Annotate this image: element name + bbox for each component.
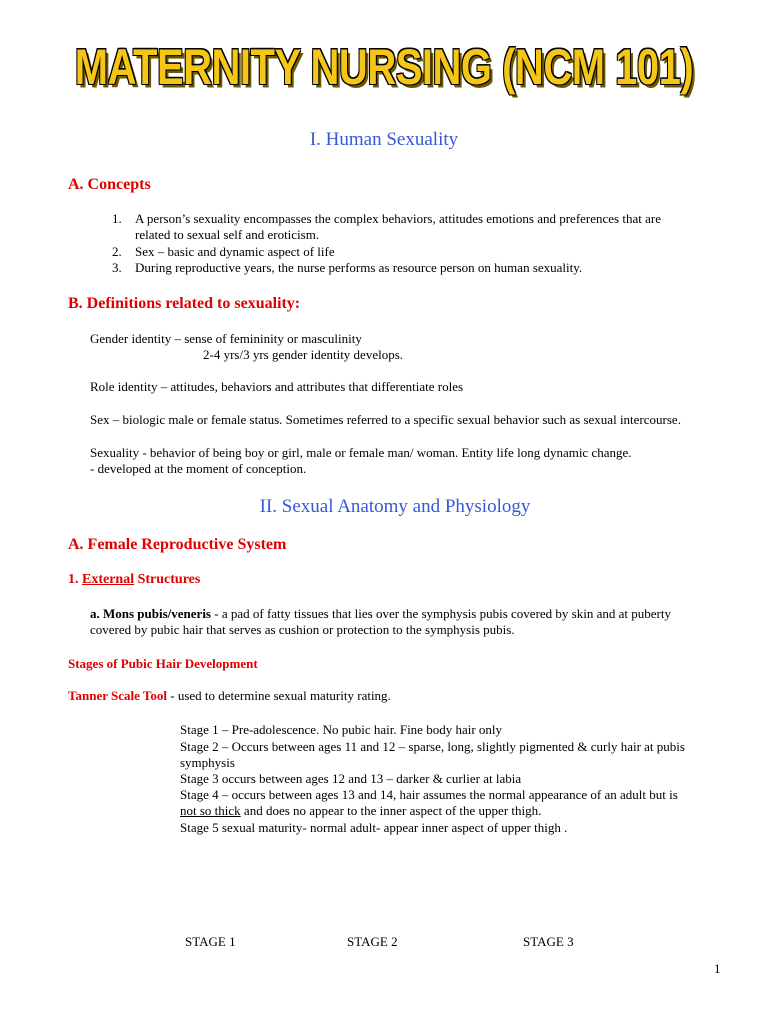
- section-heading-anatomy: II. Sexual Anatomy and Physiology: [259, 496, 531, 517]
- gender-identity-definition: Gender identity – sense of femininity or masculinity: [90, 331, 362, 346]
- stage-5-description: Stage 5 sexual maturity- normal adult- appear inner aspect of upper thigh .: [180, 820, 568, 835]
- subheading-number: 1.: [68, 572, 79, 587]
- stage-3-description: Stage 3 occurs between ages 12 and 13 – darker & curlier at labia: [180, 771, 522, 786]
- subheading-external: External: [82, 572, 135, 587]
- not-so-thick-text: not so thick: [180, 803, 241, 818]
- stage-label-2: STAGE 2: [347, 934, 398, 949]
- concept-item-1-line2: related to sexual self and eroticism.: [135, 227, 320, 242]
- role-identity-definition: Role identity – attitudes, behaviors and attributes that differentiate roles: [90, 379, 464, 394]
- heading-definitions: B. Definitions related to sexuality:: [68, 295, 301, 312]
- sex-definition: Sex – biologic male or female status. Sometimes referred to a specific sexual behavior such as sexual intercourse.: [90, 412, 681, 427]
- list-number: 1.: [112, 211, 122, 226]
- mons-pubis-term: a. Mons pubis/veneris: [90, 606, 211, 621]
- sexuality-note: - developed at the moment of conception.: [90, 461, 307, 476]
- list-number: 2.: [112, 244, 122, 259]
- mons-pubis-text: - a pad of fatty tissues that lies over the symphysis pubis covered by skin and at puberty: [211, 606, 671, 621]
- heading-external-structures: [68, 572, 200, 588]
- stage-2-description-cont: symphysis: [180, 755, 235, 770]
- subheading-structures: Structures: [137, 572, 201, 587]
- mons-pubis-line2: covered by pubic hair that serves as cushion or protection to the symphysis pubis.: [90, 622, 515, 637]
- document-title: MATERNITY NURSING (NCM 101): [74, 40, 694, 95]
- heading-female-reproductive-system: A. Female Reproductive System: [68, 536, 287, 553]
- gender-identity-note: 2-4 yrs/3 yrs gender identity develops.: [203, 347, 404, 362]
- heading-concepts: A. Concepts: [68, 176, 151, 193]
- stage-4-description: Stage 4 – occurs between ages 13 and 14, hair assumes the normal appearance of an adult but is: [180, 787, 678, 802]
- stage-2-description: Stage 2 – Occurs between ages 11 and 12 – sparse, long, slightly pigmented & curly hair at pubis: [180, 739, 685, 754]
- concept-item-2: Sex – basic and dynamic aspect of life: [135, 244, 335, 259]
- sexuality-definition: Sexuality - behavior of being boy or girl, male or female man/ woman. Entity life long dynamic change.: [90, 445, 632, 460]
- page-number: 1: [714, 961, 721, 976]
- stage-1-description: Stage 1 – Pre-adolescence. No pubic hair. Fine body hair only: [180, 722, 503, 737]
- heading-pubic-hair-stages: Stages of Pubic Hair Development: [68, 656, 258, 671]
- stage-4-rest-text: and does no appear to the inner aspect of the upper thigh.: [240, 803, 542, 818]
- stage-label-1: STAGE 1: [185, 934, 236, 949]
- concept-item-1-line1: A person’s sexuality encompasses the complex behaviors, attitudes emotions and preferences that are: [135, 211, 661, 226]
- concept-item-3: During reproductive years, the nurse performs as resource person on human sexuality.: [135, 260, 583, 275]
- tanner-scale-text: - used to determine sexual maturity rating.: [166, 688, 391, 703]
- tanner-scale-term: Tanner Scale Tool: [68, 688, 167, 703]
- section-heading-human-sexuality: I. Human Sexuality: [309, 129, 459, 150]
- list-number: 3.: [112, 260, 122, 275]
- mons-pubis-line1: [90, 606, 671, 622]
- stage-label-3: STAGE 3: [523, 934, 574, 949]
- tanner-scale-line: [68, 688, 391, 704]
- stage-4-description-cont: [180, 803, 541, 819]
